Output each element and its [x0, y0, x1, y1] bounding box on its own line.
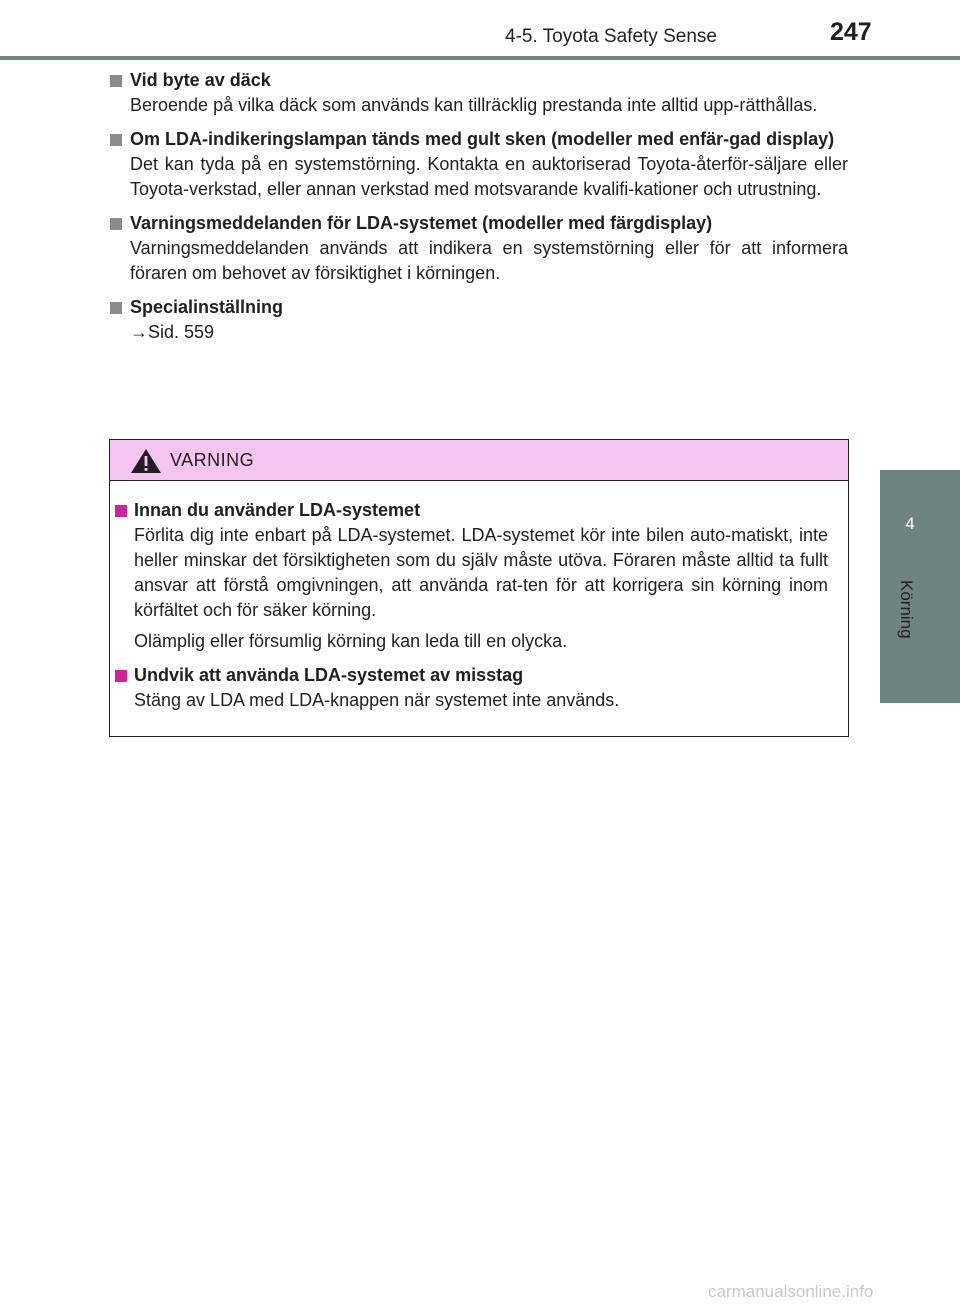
square-bullet-icon	[115, 670, 127, 682]
warning-box	[109, 439, 849, 737]
page-reference-link[interactable]: →Sid. 559	[130, 322, 215, 342]
note-body: Varningsmeddelanden används att indikera en systemstörning eller för att informera föraren om behovet av försiktighet i körningen.	[130, 238, 848, 283]
warning-triangle-icon	[130, 448, 162, 474]
note-title: Vid byte av däck	[130, 70, 271, 90]
square-bullet-icon	[110, 134, 122, 146]
main-content	[108, 68, 848, 354]
note-body: Beroende på vilka däck som används kan tillräcklig prestanda inte alltid upp-rätthållas.	[130, 95, 818, 115]
square-bullet-icon	[110, 75, 122, 87]
square-bullet-icon	[110, 218, 122, 230]
chapter-label: Körning	[897, 580, 916, 639]
header-divider	[0, 56, 960, 60]
note-item	[108, 211, 848, 286]
warning-header	[110, 440, 848, 481]
warning-item-title: Undvik att använda LDA-systemet av misstag	[134, 665, 524, 685]
note-body: Det kan tyda på en systemstörning. Kontakta en auktoriserad Toyota-återför-säljare eller Toyota-verkstad, eller annan verkstad med motsvarande kvalifi-kationer och utrustning.	[130, 154, 848, 199]
section-title: 4-5. Toyota Safety Sense	[505, 26, 717, 47]
square-bullet-icon	[115, 505, 127, 517]
warning-content	[110, 498, 848, 722]
watermark: carmanualsonline.info	[708, 1282, 874, 1301]
warning-item-body: Förlita dig inte enbart på LDA-systemet. LDA-systemet kör inte bilen auto-matiskt, inte heller minskar det försiktigheten som du själv måste utöva. Föraren måste alltid ta fullt ansvar att förstå omgivningen, att använda rat-ten för att korrigera sin körning inom körfältet och för säker körning.	[134, 525, 828, 620]
warning-item-body: Olämplig eller försumlig körning kan leda till en olycka.	[134, 631, 568, 651]
square-bullet-icon	[110, 302, 122, 314]
warning-item	[110, 663, 848, 713]
chapter-number: 4	[905, 514, 915, 533]
warning-item-title: Innan du använder LDA-systemet	[134, 500, 421, 520]
note-item	[108, 295, 848, 345]
page-number: 247	[830, 18, 872, 46]
chapter-tab	[880, 470, 960, 703]
note-item	[108, 68, 848, 118]
note-title: Om LDA-indikeringslampan tänds med gult sken (modeller med enfär-gad display)	[130, 129, 835, 149]
warning-item	[110, 498, 848, 654]
warning-item-body: Stäng av LDA med LDA-knappen när systemet inte används.	[134, 690, 620, 710]
warning-title: VARNING	[170, 450, 255, 470]
note-title: Specialinställning	[130, 297, 284, 317]
note-title: Varningsmeddelanden för LDA-systemet (modeller med färgdisplay)	[130, 213, 713, 233]
note-item	[108, 127, 848, 202]
